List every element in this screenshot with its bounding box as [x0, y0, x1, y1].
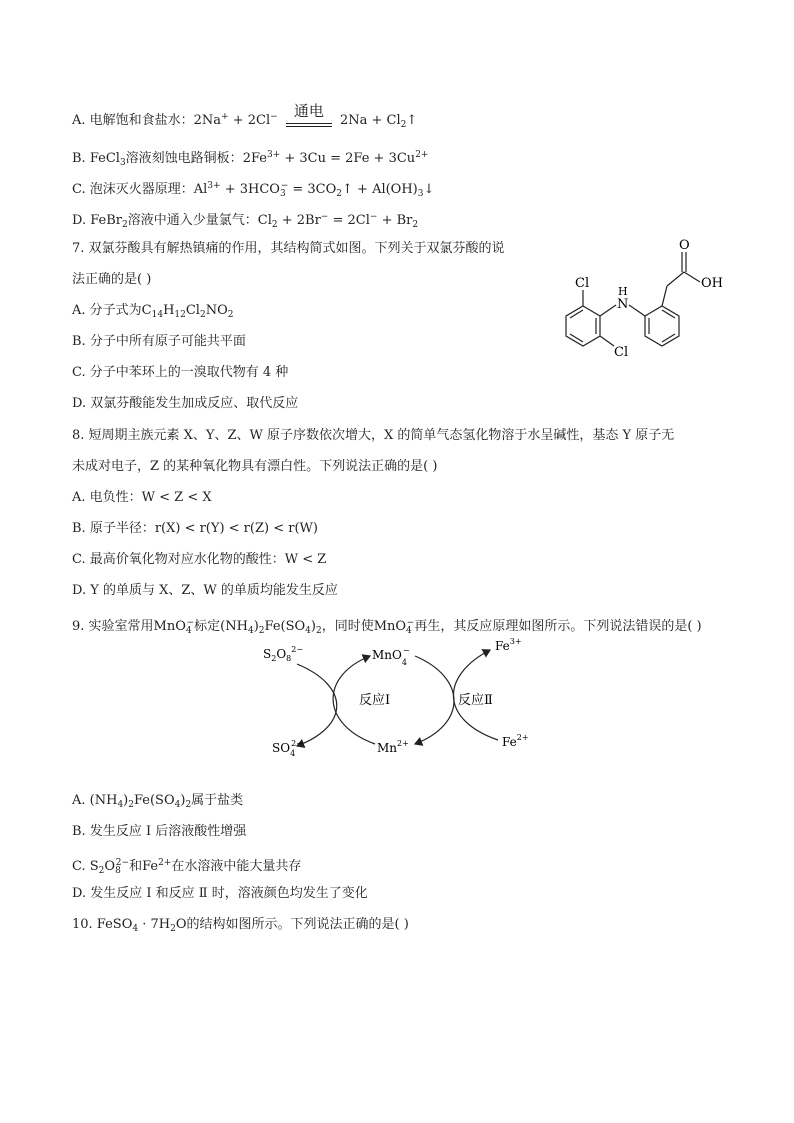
q7-stem-line1: 7. 双氯芬酸具有解热镇痛的作用，其结构简式如图。下列关于双氯芬酸的说 — [72, 241, 505, 256]
q9-option-d: D. 发生反应 Ⅰ 和反应 Ⅱ 时，溶液颜色均发生了变化 — [72, 886, 368, 901]
hydrogen-label: H — [618, 285, 628, 298]
chlorine-top-label: Cl — [575, 276, 590, 291]
reaction-2-label: 反应Ⅱ — [458, 693, 493, 708]
hydroxyl-label: OH — [701, 276, 723, 291]
reaction-cycle-diagram — [255, 636, 545, 766]
q8-option-c: C. 最高价氧化物对应水化物的酸性：W < Z — [72, 552, 327, 567]
q7-option-d: D. 双氯芬酸能发生加成反应、取代反应 — [72, 396, 299, 411]
persulfate-label: $S_2O_8^{2-}$ — [263, 645, 304, 663]
chlorine-bottom-label: Cl — [614, 345, 629, 360]
q7-option-c: C. 分子中苯环上的一溴取代物有 4 种 — [72, 365, 289, 380]
permanganate-label: MnO$_4$− — [372, 646, 410, 667]
q7-option-a: A. 分子式为$C_{14}H_{12}Cl_2NO_2$ — [72, 303, 234, 320]
diclofenac-structure — [548, 232, 738, 367]
reaction-1-label: 反应Ⅰ — [359, 693, 391, 708]
q8-option-b: B. 原子半径：r(X) < r(Y) < r(Z) < r(W) — [72, 521, 318, 536]
q8-option-d: D. Y 的单质与 X、Z、W 的单质均能发生反应 — [72, 583, 338, 598]
q8-stem-line2: 未成对电子，Z 的某种氧化物具有漂白性。下列说法正确的是( ) — [72, 459, 438, 474]
q6-option-b: B. FeCl$_3$溶液刻蚀电路铜板：$2Fe^{3+} + 3Cu = 2Fe + 3Cu^{2+}$ — [72, 150, 429, 168]
q9-option-c: C. $S_2O_8^{2-}$和$Fe^{2+}$在水溶液中能大量共存 — [72, 858, 302, 876]
q8-stem-line1: 8. 短周期主族元素 X、Y、Z、W 原子序数依次增大，X 的简单气态氢化物溶于水呈碱性，基态 Y 原子无 — [72, 428, 675, 443]
ferrous-ion-label: $Fe^{2+}$ — [502, 733, 529, 749]
q9-option-a: A. $(NH_4)_2Fe(SO_4)_2$属于盐类 — [72, 793, 244, 810]
q8-option-a: A. 电负性：W < Z < X — [72, 490, 212, 505]
q6-option-a: A. 电解饱和食盐水：2Na+ + 2Cl− 通电 $2Na + Cl_2↑$ — [72, 101, 418, 130]
q9-option-b: B. 发生反应 Ⅰ 后溶液酸性增强 — [72, 824, 247, 839]
nitrogen-label: N — [617, 297, 629, 312]
manganese-ion-label: $Mn^{2+}$ — [377, 739, 409, 755]
oxygen-label: O — [679, 238, 690, 253]
q7-option-b: B. 分子中所有原子可能共平面 — [72, 334, 246, 349]
ferric-ion-label: $Fe^{3+}$ — [495, 637, 522, 653]
q7-stem-line2: 法正确的是( ) — [72, 272, 152, 287]
electrolysis-condition: 通电 — [286, 112, 332, 130]
q6-option-d: D. FeBr$_2$溶液中通入少量氯气：$Cl_2 + 2Br^- = 2Cl^- + Br_2$ — [72, 212, 419, 230]
sulfate-label: $SO_42-$ — [272, 739, 303, 758]
q6-option-c: C. 泡沫灭火器原理：$Al^{3+} + 3HCO_3^-$ = $3CO_2↑$ + $Al(OH)_3↓$ — [72, 181, 435, 199]
q10-stem: 10. FeSO$_4$ · $7H_2O$的结构如图所示。下列说法正确的是( ) — [72, 917, 409, 934]
q9-stem: 9. 实验室常用MnO$_4$−标定$(NH_4)_2Fe(SO_4)_2$，同时使MnO$_4$−再生，其反应原理如图所示。下列说法错误的是( ) — [72, 618, 702, 636]
